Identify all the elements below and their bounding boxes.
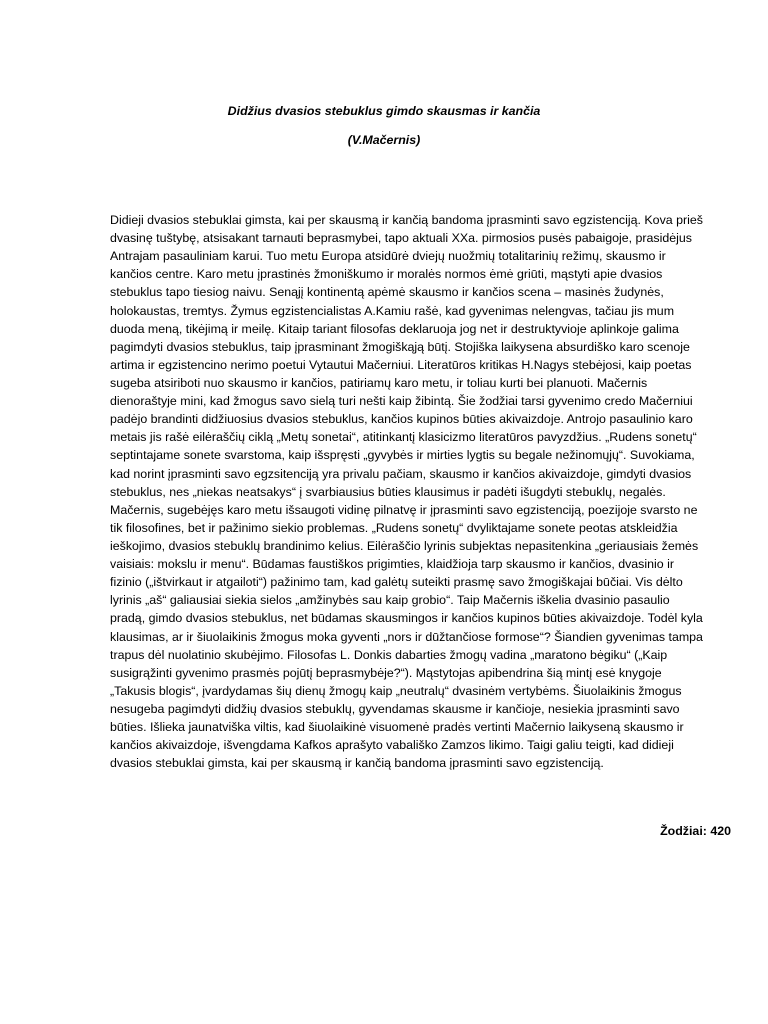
essay-line: padėjo brandinti didžiuosius dvasios stebuklus, kančios kupinos būties akivaizdoje. Antrojo pasaulinio karo	[110, 412, 693, 427]
essay-line: pradą, gimdo dvasios stebuklus, net būdamas skausmingos ir kančios kupinos būties akivaizdoje. Todėl kyla	[110, 611, 703, 626]
essay-line: metais jis rašė eilėraščių ciklą „Metų sonetai“, atitinkantį klasicizmo literatūros pavyzdžius. „Rudens sonetų“	[110, 430, 697, 445]
essay-line: susigrąžinti gyvenimo prasmės pojūtį beprasmybėje?“). Mąstytojas apibendrina šią mintį esė knygoje	[110, 665, 662, 680]
essay-line: stebuklus, nes „niekas neatsakys“ į svarbiausius būties klausimus ir padėti išugdyti stebuklų, negalės.	[110, 484, 666, 499]
essay-line: fizinio („ištvirkaut ir atgailoti“) pažinimo tam, kad galėtų suteikti prasmę savo žmogiškajai būčiai. Vis dėlto	[110, 575, 683, 590]
essay-line: holokaustas, tremtys. Žymus egzistencialistas A.Kamiu rašė, kad gyvenimas nelengvas, tačiau jis mum	[110, 303, 675, 318]
essay-line: kančios akivaizdoje, išvengdama Kafkos aprašyto vabališko Zamzos likimo. Taigi galiu teigti, kad didieji	[110, 738, 674, 753]
essay-line: Antrajam pasauliniam karui. Tuo metu Europa atsidūrė dviejų nuožmių totalitarinių režimų, skausmo ir	[110, 249, 666, 264]
essay-line: dvasios stebuklai gimsta, kai per skausmą ir kančią bandoma įprasminti savo egzistenciją.	[110, 756, 604, 771]
essay-line: kančios centre. Karo metu įprastinės žmoniškumo ir moralės normos ėmė griūti, mąstyti apie dvasios	[110, 267, 663, 282]
essay-line: Didieji dvasios stebuklai gimsta, kai per skausmą ir kančią bandoma įprasminti savo egzistenciją. Kova prieš	[110, 213, 703, 227]
essay-line: lyrinis „aš“ galiausiai siekia sielos „amžinybės sau kaip grobio“. Taip Mačernis iškelia dvasinio pasaulio	[110, 593, 670, 608]
essay-line: dvasinę tuštybę, atsisakant tarnauti beprasmybei, tapo aktuali XXa. pirmosios pusės pabaigoje, prasidėjus	[110, 231, 693, 246]
essay-body	[110, 211, 732, 772]
word-count: Žodžiai: 420	[660, 824, 731, 838]
essay-line: būties. Išlieka jaunatviška viltis, kad šiuolaikinė visuomenė pradės vertinti Mačernio laikyseną skausmo ir	[110, 720, 684, 735]
essay-line: kad norint įprasminti savo egzsitenciją yra privalu pačiam, skausmo ir kančios akivaizdoje, gimdyti dvasios	[110, 466, 692, 481]
essay-line: Mačernis, sugebėjęs karo metu išsaugoti vidinę pilnatvę ir įprasminti savo egzistenciją, poezijoje svarsto ne	[110, 502, 698, 517]
essay-line: dienoraštyje mini, kad žmogus savo sielą turi nešti kaip žibintą. Šie žodžiai tarsi gyvenimo credo Mačerniui	[110, 394, 693, 409]
essay-line: artima ir egzistencino nerimo poetui Vytautui Mačerniui. Literatūros kritikas H.Nagys stebėjosi, kaip poetas	[110, 357, 692, 372]
essay-line: vaisiais: mokslu ir menu“. Būdamas faustiškos prigimties, klaidžioja tarp skausmo ir kančios, dvasinio ir	[110, 557, 674, 572]
essay-line: duoda meną, tikėjimą ir meilę. Kitaip tariant filosofas deklaruoja jog net ir destruktyvioje aplinkoje galima	[110, 321, 679, 336]
essay-line: stebuklus tapo tiesiog naivu. Senąjį kontinentą apėmė skausmo ir kančios scena – masinės žudynės,	[110, 285, 664, 300]
essay-line: klausimas, ar ir šiuolaikinis žmogus moka gyventi „nors ir dūžtančiose formose“? Šiandien gyvenimas tampa	[110, 629, 703, 644]
essay-line: ieškojimo, dvasios stebuklų brandinimo kelius. Eilėraščio lyrinis subjektas nepasitenkina „geriausiais žemės	[110, 538, 699, 553]
essay-line: tik filosofines, bet ir pažinimo siekio problemas. „Rudens sonetų“ dvyliktajame sonete peotas atskleidžia	[110, 520, 678, 535]
essay-line: nesugeba pagimdyti didžių dvasios stebuklų, gyvendamas skausme ir kančioje, nesiekia įprasminti savo	[110, 701, 680, 716]
essay-author: (V.Mačernis)	[347, 133, 421, 147]
essay-line: „Takusis blogis“, įvardydamas šių dienų žmogų kaip „neutralų“ dvasinėm vertybėms. Šiuolaikinis žmogus	[110, 683, 682, 698]
essay-line: pagimdyti dvasios stebuklus, taip įprasminant žmogiškąją būtį. Stojiška laikysena absurdiško karo scenoje	[110, 339, 690, 354]
essay-line: sugeba atsiriboti nuo skausmo ir kančios, patiriamų karo metu, ir toliau kurti bei planuoti. Mačernis	[110, 375, 648, 390]
essay-line: trapus dėl nuolatinio skubėjimo. Filosofas L. Donkis dabarties žmogų vadina „maratono bėgiku“ („Kaip	[110, 647, 668, 662]
essay-line: septintajame sonete svarstoma, kaip išspręsti „gyvybės ir mirties lygtis su begale nežinomųjų“. Suvokiama,	[110, 448, 695, 463]
essay-title: Didžius dvasios stebuklus gimdo skausmas ir kančia	[227, 104, 541, 118]
